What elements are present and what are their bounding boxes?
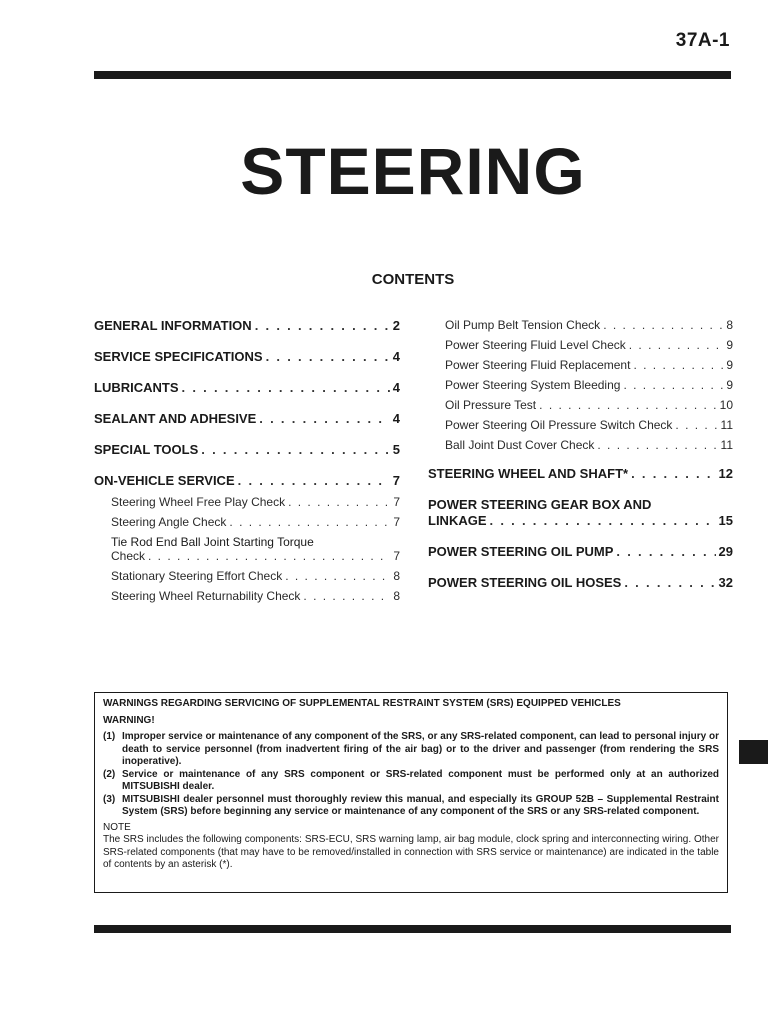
warning-list xyxy=(103,731,719,819)
warning-label: WARNING! xyxy=(103,714,155,726)
toc-subentry[interactable]: Steering Angle Check . . . 7 xyxy=(94,515,400,529)
toc-subentry[interactable]: Ball Joint Dust Cover Check . . . 11 xyxy=(428,438,733,452)
toc-entry[interactable]: GENERAL INFORMATION . . . 2 xyxy=(94,318,400,334)
toc-subentry[interactable]: Power Steering Fluid Replacement . . . 9 xyxy=(428,358,733,372)
toc-entry[interactable]: POWER STEERING OIL PUMP . . . 29 xyxy=(428,544,733,560)
toc-left-column xyxy=(94,318,400,603)
top-rule xyxy=(94,71,731,79)
toc-right-column xyxy=(428,318,733,591)
toc-subentry[interactable]: Power Steering Oil Pressure Switch Check . . . 11 xyxy=(428,418,733,432)
toc-entry[interactable]: SERVICE SPECIFICATIONS . . . 4 xyxy=(94,349,400,365)
srs-warning-box xyxy=(94,692,728,893)
toc-subentry-line1[interactable]: Tie Rod End Ball Joint Starting Torque xyxy=(111,535,314,549)
note-label: NOTE xyxy=(103,821,131,833)
warning-item: (1) Improper service or maintenance of any component of the SRS, or any SRS-related component, can lead to personal injury or death to service personnel (from inadvertent firing of the air bag) or to the driver and passenger (from rendering the SRS inoperative). xyxy=(103,731,719,767)
toc-entry-line1[interactable]: POWER STEERING GEAR BOX AND xyxy=(428,497,652,512)
toc-subentry[interactable]: Check . . . 7 xyxy=(94,549,400,563)
toc-entry[interactable]: SPECIAL TOOLS . . . 5 xyxy=(94,442,400,458)
toc-subentry[interactable]: Steering Wheel Free Play Check . . . 7 xyxy=(94,495,400,509)
toc-subentry[interactable]: Steering Wheel Returnability Check . . . 8 xyxy=(94,589,400,603)
toc-subentry[interactable]: Power Steering Fluid Level Check . . . 9 xyxy=(428,338,733,352)
warning-box-heading: WARNINGS REGARDING SERVICING OF SUPPLEMENTAL RESTRAINT SYSTEM (SRS) EQUIPPED VEHICLES xyxy=(103,698,621,709)
warning-item: (3) MITSUBISHI dealer personnel must thoroughly review this manual, and especially its GROUP 52B – Supplemental Restraint System (SRS) before beginning any service or maintenance of any component of the SRS or any SRS-related component. xyxy=(103,793,719,817)
page-number: 37A-1 xyxy=(675,30,730,51)
section-thumb-tab xyxy=(739,740,768,764)
page-title: STEERING xyxy=(240,134,586,208)
bottom-rule xyxy=(94,925,731,933)
toc-entry[interactable]: LUBRICANTS . . . 4 xyxy=(94,380,400,396)
contents-heading: CONTENTS xyxy=(371,271,455,288)
toc-subentry[interactable]: Stationary Steering Effort Check . . . 8 xyxy=(94,569,400,583)
toc-entry[interactable]: SEALANT AND ADHESIVE . . . 4 xyxy=(94,411,400,427)
toc-entry[interactable]: POWER STEERING OIL HOSES . . . 32 xyxy=(428,575,733,591)
note-text: The SRS includes the following components: SRS-ECU, SRS warning lamp, air bag module, clock spring and interconnecting wiring. Other SRS-related components (that may have to be removed/installed in connection with SRS service or maintenance) are indicated in the table of contents by an asterisk (*). xyxy=(103,834,719,870)
toc-entry[interactable]: ON-VEHICLE SERVICE . . . 7 xyxy=(94,473,400,489)
toc-subentry[interactable]: Oil Pressure Test . . . 10 xyxy=(428,398,733,412)
warning-item: (2) Service or maintenance of any SRS component or SRS-related component must be performed only at an authorized MITSUBISHI dealer. xyxy=(103,768,719,792)
toc-subentry[interactable]: Oil Pump Belt Tension Check . . . 8 xyxy=(428,318,733,332)
toc-entry[interactable]: LINKAGE . . . 15 xyxy=(428,513,733,529)
toc-entry[interactable]: STEERING WHEEL AND SHAFT* . . . 12 xyxy=(428,466,733,482)
toc-subentry[interactable]: Power Steering System Bleeding . . . 9 xyxy=(428,378,733,392)
